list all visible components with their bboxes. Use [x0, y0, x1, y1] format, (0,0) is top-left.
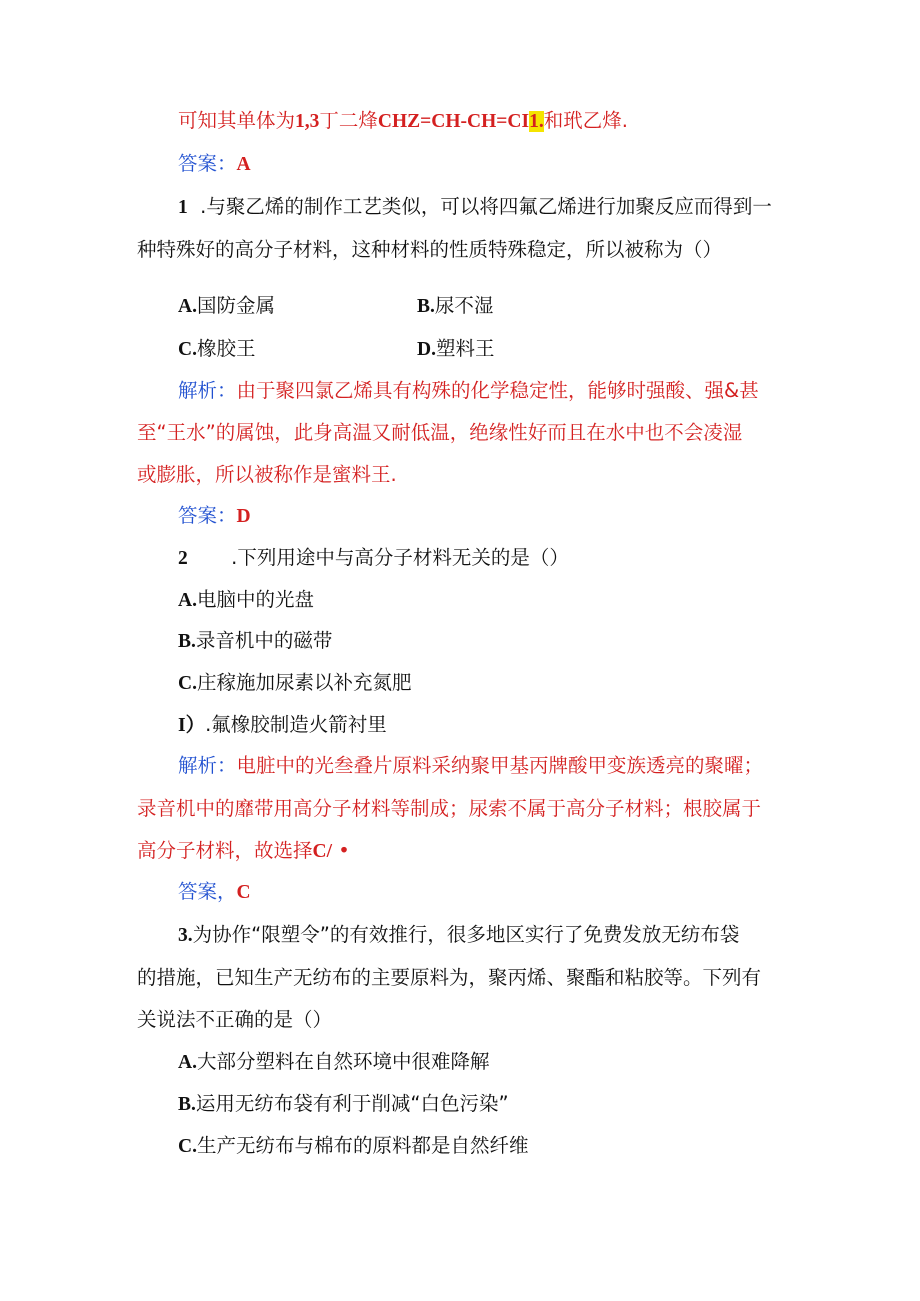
option-text: 尿不湿: [434, 294, 494, 317]
option-key: B.: [178, 631, 196, 652]
q2-option-d: [178, 712, 387, 739]
q3-stem-line2: 的措施，已知生产无纺布的主要原料为，聚丙烯、聚酯和粘胶等。下列有: [137, 966, 762, 989]
q3-option-b: [178, 1091, 509, 1118]
q1-stem-text1: .与聚乙烯的制作工艺类似，可以将四氟乙烯进行加聚反应而得到一: [200, 195, 772, 218]
option-text: .氟橡胶制造火箭衬里: [205, 713, 387, 736]
analysis-label: 解析：: [178, 754, 237, 777]
answer-value: C: [236, 882, 251, 903]
option-text: 运用无纺布袋有利于削减“白色污染”: [195, 1092, 509, 1115]
option-key: A.: [178, 296, 197, 317]
q1-analysis-line2: 至“王水”的属蚀，此身高温又耐低温，绝缘性好而且在水中也不会凌湿: [137, 421, 743, 444]
option-text: 录音机中的磁带: [195, 629, 333, 652]
q2-option-a: [178, 587, 314, 614]
formula-line: [178, 108, 628, 135]
formula-pre: 可知其单体为: [178, 109, 296, 132]
q2-stem: [178, 545, 569, 572]
q3-option-c: [178, 1133, 528, 1160]
answer-label: 答案，: [178, 880, 237, 903]
q2-number: 2: [178, 548, 188, 569]
q1-stem-line1: [178, 194, 772, 221]
highlight-mark: 1.: [529, 111, 544, 132]
option-key: C.: [178, 339, 197, 360]
q1-option-c: [178, 336, 255, 363]
option-key: A.: [178, 590, 197, 611]
q2-analysis-line2: 录音机中的靡带用高分子材料等制成；尿索不属于高分子材料；根胶属于: [137, 797, 762, 820]
q3-stem-line1: [178, 922, 739, 949]
q1-option-d: [417, 336, 494, 363]
q2-option-c: [178, 670, 411, 697]
analysis-tail: •: [332, 839, 350, 862]
answer-0: [178, 151, 251, 178]
option-text: 国防金属: [196, 294, 275, 317]
option-key: C.: [178, 673, 197, 694]
q3-stem-line3: 关说法不正确的是（）: [137, 1008, 333, 1031]
formula-b: CHZ=CH-CH=CI: [377, 111, 530, 132]
q2-option-b: [178, 628, 332, 655]
option-key: B.: [417, 296, 435, 317]
answer-value: A: [236, 154, 251, 175]
option-key: I）: [178, 715, 206, 736]
q3-option-a: [178, 1049, 489, 1076]
formula-post: 和玳乙烽.: [543, 109, 628, 132]
q3-number: 3.: [178, 925, 193, 946]
option-text: 生产无纺布与棉布的原料都是自然纤维: [196, 1134, 529, 1157]
analysis-bold: C/: [312, 841, 333, 862]
q2-answer: [178, 879, 251, 906]
option-key: D.: [417, 339, 436, 360]
q1-option-a: [178, 293, 275, 320]
option-text: 塑料王: [435, 337, 495, 360]
q1-stem-line2: 种特殊好的高分子材料，这种材料的性质特殊稳定，所以被称为（）: [137, 238, 723, 261]
q1-analysis-line3: 或膨胀，所以被称作是蜜料王.: [137, 463, 397, 486]
formula-a: 1,3: [295, 111, 320, 132]
option-text: 大部分塑料在自然环境中很难降解: [196, 1050, 490, 1073]
q3-stem-text1: 为协作“限塑令”的有效推行，很多地区实行了免费发放无纺布袋: [192, 923, 740, 946]
q2-analysis-line1: [178, 753, 763, 779]
q2-stem-text: .下列用途中与高分子材料无关的是（）: [231, 546, 569, 569]
analysis-text: 高分子材料，故选择: [137, 839, 313, 862]
option-key: C.: [178, 1136, 197, 1157]
option-text: 庄稼施加尿素以补充氮肥: [196, 671, 412, 694]
q1-option-b: [417, 293, 493, 320]
answer-label: 答案：: [178, 152, 237, 175]
answer-label: 答案：: [178, 504, 237, 527]
q1-number: 1: [178, 197, 188, 218]
analysis-text: 电脏中的光叁叠片原料采纳聚甲基丙牌酸甲变族透亮的聚曜；: [236, 754, 764, 777]
answer-value: D: [236, 506, 251, 527]
option-key: B.: [178, 1094, 196, 1115]
analysis-label: 解析：: [178, 379, 237, 402]
option-key: A.: [178, 1052, 197, 1073]
q1-answer: [178, 503, 251, 530]
analysis-text: 由于聚四氯乙烯具有构殊的化学稳定性，能够时强酸、强&甚: [236, 379, 759, 402]
q1-analysis-line1: [178, 378, 759, 404]
option-text: 电脑中的光盘: [196, 588, 314, 611]
formula-mid: 丁二烽: [319, 109, 378, 132]
q2-analysis-line3: [137, 838, 350, 865]
option-text: 橡胶王: [196, 337, 256, 360]
